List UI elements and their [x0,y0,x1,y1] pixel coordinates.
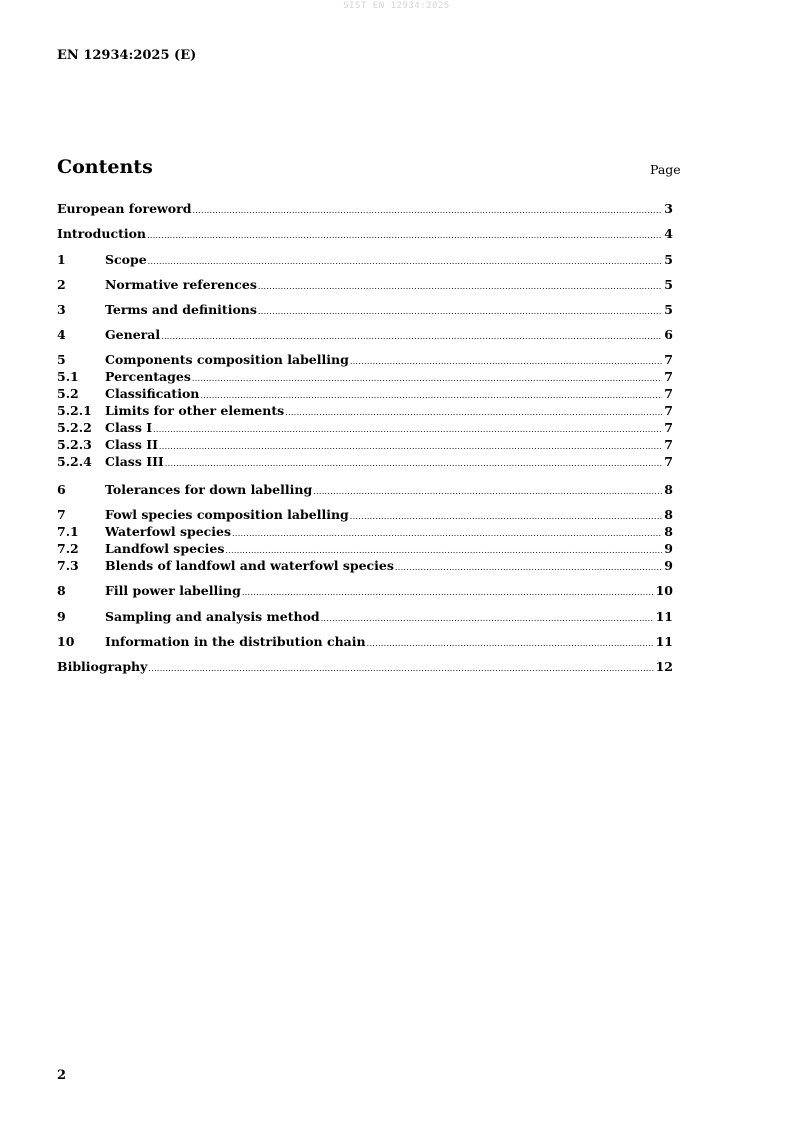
toc-entry-page: 7 [664,352,673,367]
toc-entry[interactable] [57,506,673,523]
toc-entry-number: 1 [57,252,66,267]
toc-entry-page: 3 [664,201,673,216]
toc-entry-number: 5.1 [57,369,79,384]
toc-entry-page: 8 [664,507,673,522]
toc-entry-page: 12 [655,659,673,674]
toc-entry-page: 7 [664,403,673,418]
toc-entry[interactable] [57,453,673,470]
toc-entry-page: 11 [655,609,673,624]
contents-title: Contents [57,156,153,178]
toc-entry[interactable] [57,326,673,343]
toc-entry-title: Tolerances for down labelling [105,482,313,497]
toc-entry-title: Waterfowl species [105,524,232,539]
toc-entry-page: 7 [664,454,673,469]
toc-entry-title: Limits for other elements [105,403,285,418]
dot-leader [148,660,653,677]
toc-entry[interactable] [57,658,673,675]
toc-entry[interactable] [57,276,673,293]
dot-leader [367,635,654,652]
toc-entry-number: 9 [57,609,66,624]
toc-entry-title: Sampling and analysis method [105,609,320,624]
toc-entry-page: 11 [655,634,673,649]
toc-entry-page: 9 [664,558,673,573]
toc-entry-title: Landfowl species [105,541,225,556]
toc-entry-number: 5.2 [57,386,79,401]
toc-entry[interactable] [57,540,673,557]
toc-entry-title: Normative references [105,277,257,292]
toc-entry[interactable] [57,368,673,385]
toc-entry[interactable] [57,301,673,318]
toc-entry[interactable] [57,582,673,599]
toc-entry-title: Class III [105,454,164,469]
toc-entry-title: Percentages [105,369,191,384]
toc-entry-page: 7 [664,369,673,384]
toc-entry-number: 10 [57,634,75,649]
toc-entry[interactable] [57,200,673,217]
toc-entry-page: 5 [664,302,673,317]
toc-entry-number: 7 [57,507,66,522]
toc-entry[interactable] [57,402,673,419]
dot-leader [395,559,662,576]
toc-entry[interactable] [57,633,673,650]
toc-entry[interactable] [57,385,673,402]
toc-entry-title: Fowl species composition labelling [105,507,349,522]
dot-leader [242,584,654,601]
toc-entry-number: 4 [57,327,66,342]
toc-entry-title: Class II [105,437,158,452]
toc-entry[interactable] [57,436,673,453]
toc-entry-title: Fill power labelling [105,583,241,598]
toc-entry-number: 5.2.3 [57,437,92,452]
page-number: 2 [57,1068,67,1083]
watermark-text: SIST EN 12934:2025 [343,1,450,11]
dot-leader [147,227,662,244]
toc-entry-number: 8 [57,583,66,598]
dot-leader [313,483,662,500]
dot-leader [148,253,663,270]
toc-entry-number: 7.1 [57,524,79,539]
toc-entry-number: 7.2 [57,541,79,556]
toc-entry-title: European foreword [57,201,192,216]
dot-leader [258,303,662,320]
toc-entry-title: Classification [105,386,200,401]
toc-entry[interactable] [57,351,673,368]
toc-entry-number: 5 [57,352,66,367]
dot-leader [321,610,654,627]
toc-entry[interactable] [57,481,673,498]
toc-entry-number: 3 [57,302,66,317]
toc-entry-number: 5.2.1 [57,403,92,418]
toc-entry[interactable] [57,557,673,574]
toc-entry-title: Bibliography [57,659,148,674]
page-column-label: Page [650,162,681,177]
toc-entry[interactable] [57,608,673,625]
toc-entry-page: 4 [664,226,673,241]
toc-entry-title: Terms and definitions [105,302,257,317]
toc-entry-page: 6 [664,327,673,342]
dot-leader [192,202,662,219]
toc-entry-page: 10 [655,583,673,598]
toc-entry-title: Information in the distribution chain [105,634,366,649]
toc-entry-title: Class I [105,420,153,435]
toc-entry-title: Scope [105,252,147,267]
toc-entry-page: 5 [664,252,673,267]
toc-entry-title: Introduction [57,226,147,241]
dot-leader [258,278,662,295]
toc-entry-number: 5.2.2 [57,420,92,435]
toc-entry-page: 9 [664,541,673,556]
toc-entry-number: 2 [57,277,66,292]
toc-entry[interactable] [57,251,673,268]
toc-entry-number: 6 [57,482,66,497]
document-id: EN 12934:2025 (E) [57,48,197,63]
toc-entry[interactable] [57,523,673,540]
toc-entry[interactable] [57,419,673,436]
toc-entry-page: 8 [664,524,673,539]
toc-entry-number: 7.3 [57,558,79,573]
toc-entry-title: General [105,327,161,342]
toc-entry-page: 5 [664,277,673,292]
toc-entry-page: 8 [664,482,673,497]
toc-entry-page: 7 [664,386,673,401]
toc-entry-number: 5.2.4 [57,454,92,469]
toc-entry-page: 7 [664,420,673,435]
toc-entry-page: 7 [664,437,673,452]
toc-entry[interactable] [57,225,673,242]
dot-leader [165,455,663,472]
toc-entry-title: Components composition labelling [105,352,349,367]
dot-leader [161,328,662,345]
toc-entry-title: Blends of landfowl and waterfowl species [105,558,394,573]
